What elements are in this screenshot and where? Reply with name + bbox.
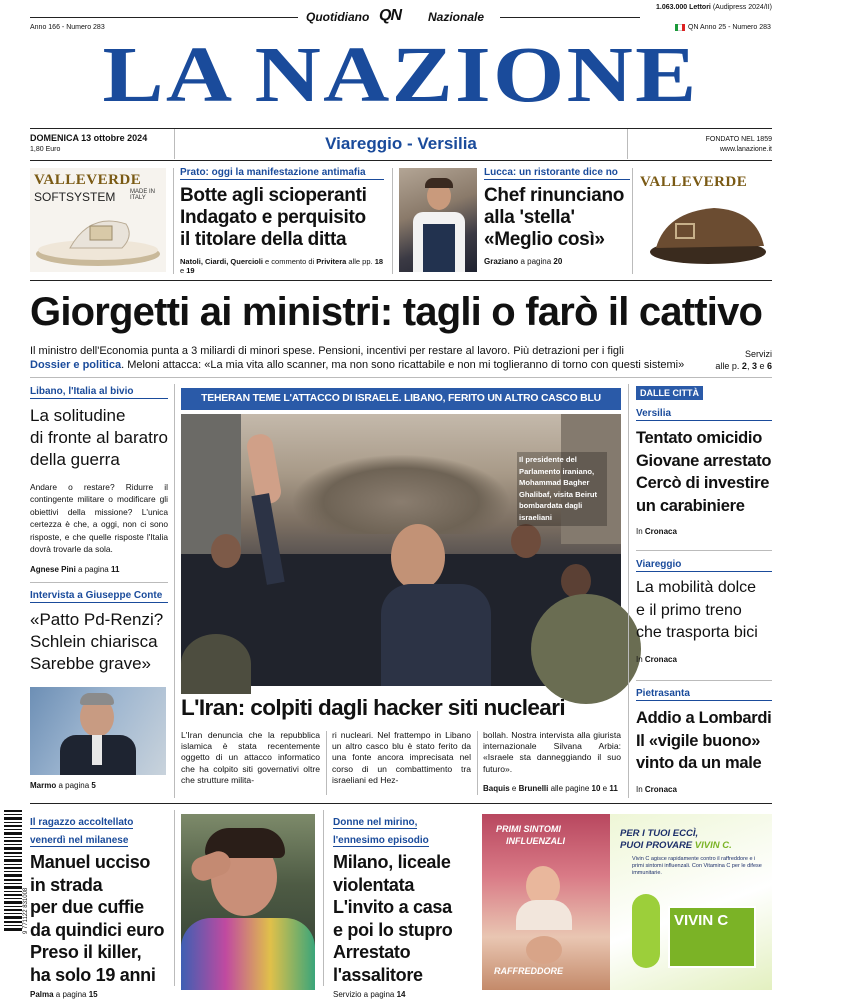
kicker-libano: Libano, l'Italia al bivio <box>30 386 168 399</box>
headline-libano-1: La solitudine <box>30 406 126 425</box>
headline-prato-1: Botte agli scioperanti <box>180 185 367 206</box>
photo-chef <box>399 168 477 272</box>
issue-right: QN Anno 25 - Numero 283 <box>688 24 771 31</box>
headline-versilia-2: Giovane arrestato <box>636 451 772 470</box>
headline-libano-2: di fronte al baratro <box>30 428 168 447</box>
kicker-prato: Prato: oggi la manifestazione antimafia <box>180 167 384 180</box>
headline-pietrasanta-3: vinto da un male <box>636 754 762 772</box>
masthead-rule-bottom <box>30 160 772 161</box>
ad-vivin-c[interactable] <box>482 814 772 990</box>
body-libano: Andare o restare? Ridurre il contingente militare o modificare gli obiettivi della missione? L'unica certezza è che, a oggi, non ci sono risposte, e che quelle risposte l'Italia dovrà trovarle da sola. <box>30 482 168 555</box>
byline-manuel: Palma a pagina 15 <box>30 990 98 999</box>
top-rule-right <box>500 17 640 18</box>
ad-vivin-pack-label: VIVIN C <box>674 912 729 929</box>
headline-versilia-4: un carabiniere <box>636 496 745 515</box>
sandal-icon <box>30 204 166 272</box>
headline-liceale-5: Arrestato <box>333 942 411 962</box>
headline-liceale-1: Milano, liceale <box>333 852 451 872</box>
qn-strip <box>300 8 500 28</box>
article-liceale[interactable] <box>333 812 475 999</box>
article-prato[interactable] <box>180 167 384 275</box>
headline-viareggio-3: che trasporta bici <box>636 624 758 641</box>
qn-right-word: Nazionale <box>428 10 485 24</box>
lead-summary-line2: Dossier e politica. Meloni attacca: «La mia vita allo scanner, ma non sono ricattabile e non mi toglieranno di torno con questi sistemi» <box>30 359 685 371</box>
headline-liceale-3: L'invito a casa <box>333 897 452 917</box>
website-link[interactable]: www.lanazione.it <box>719 146 772 153</box>
kicker-liceale-2: l'ennesimo episodio <box>333 835 429 846</box>
ad-vivin-slogan2: PUOI PROVARE VIVIN C. <box>620 840 732 851</box>
edition-box <box>174 129 628 159</box>
headline-viareggio-1: La mobilità dolce <box>636 579 757 596</box>
headline-lucca-3: «Meglio così» <box>484 229 605 250</box>
barcode <box>4 810 28 934</box>
headline-manuel-3: per due cuffie <box>30 897 144 917</box>
headline-libano-3: della guerra <box>30 450 120 469</box>
byline-versilia: In Cronaca <box>636 527 677 536</box>
publication-date: DOMENICA 13 ottobre 2024 <box>30 133 148 143</box>
lead-summary <box>30 344 720 372</box>
byline-iran: Baquis e Brunelli alle pagine 10 e 11 <box>483 784 618 793</box>
top-row-rule <box>30 280 772 281</box>
article-libano[interactable] <box>30 386 168 574</box>
headline-lucca-2: alla 'stella' <box>484 207 575 228</box>
headline-prato-3: il titolare della ditta <box>180 229 347 250</box>
headline-manuel-5: Preso il killer, <box>30 942 142 962</box>
headline-manuel-2: in strada <box>30 874 103 895</box>
lead-dossier-label: Dossier e politica <box>30 359 122 371</box>
lead-pages-list: alle p. 2, 3 e 6 <box>715 361 772 371</box>
headline-conte-3: Sarebbe grave» <box>30 654 151 673</box>
article-viareggio[interactable] <box>636 559 772 664</box>
section-dalle-citta: DALLE CITTÀ <box>636 386 703 400</box>
headline-iran[interactable]: L'Iran: colpiti dagli hacker siti nucleari <box>181 695 566 720</box>
ad-vivin-copy: Vivin C agisce rapidamente contro il raffreddore e i primi sintomi influenzali. Con Vitamina C per le difese immunitarie. <box>632 856 762 876</box>
headline-versilia-3: Cercò di investire <box>636 474 770 492</box>
photo-conte <box>30 687 166 775</box>
newspaper-title: LA NAZIONE <box>102 32 699 119</box>
kicker-pietrasanta: Pietrasanta <box>636 688 772 701</box>
center-banner: TEHERAN TEME L'ATTACCO DI ISRAELE. LIBANO, FERITO UN ALTRO CASCO BLU <box>181 388 621 410</box>
ad-right-brand: VALLEVERDE <box>640 174 748 190</box>
kicker-manuel-2: venerdì nel milanese <box>30 835 129 846</box>
article-manuel[interactable] <box>30 812 170 999</box>
byline-pietrasanta: In Cronaca <box>636 784 677 794</box>
body-iran-col2: ri nucleari. Nel frattempo in Libano un altro casco blu è stato ferito da una fonte ancora imprecisata nel corso di un combattimento tra israeliani ed Hez- <box>332 730 471 785</box>
readers-count <box>648 3 772 12</box>
ad-vivin-title1: PRIMI SINTOMI <box>496 824 561 834</box>
byline-conte: Marmo a pagina 5 <box>30 781 96 790</box>
photo-ghalibaf <box>181 414 621 686</box>
kicker-liceale-1: Donne nel mirino, <box>333 817 418 828</box>
headline-pietrasanta-2: Il «vigile buono» <box>636 731 761 750</box>
ad-left-brand: VALLEVERDE <box>34 172 142 188</box>
kicker-manuel-1: Il ragazzo accoltellato <box>30 817 134 828</box>
headline-versilia-1: Tentato omicidio <box>636 429 762 447</box>
article-conte[interactable] <box>30 590 168 675</box>
headline-manuel-1: Manuel ucciso <box>30 852 151 872</box>
ad-left-sub: SOFTSYSTEM <box>34 190 116 204</box>
qn-logo: QN <box>379 7 401 24</box>
qn-left-word: Quotidiano <box>306 10 370 24</box>
kicker-viareggio: Viareggio <box>636 559 772 572</box>
headline-liceale-6: l'assalitore <box>333 964 423 985</box>
photo-caption: Il presidente del Parlamento iraniano, Mohammad Bagher Ghalibaf, visita Beirut bombardata dagli israeliani <box>517 452 607 526</box>
issue-left: Anno 166 - Numero 283 <box>30 24 105 31</box>
byline-viareggio: In Cronaca <box>636 654 677 664</box>
headline-manuel-6: ha solo 19 anni <box>30 964 156 985</box>
left-col-rule-1 <box>30 582 168 583</box>
founded: FONDATO NEL 1859 <box>705 136 772 143</box>
headline-conte-1: «Patto Pd-Renzi? <box>30 610 164 629</box>
byline-libano: Agnese Pini a pagina 11 <box>30 565 120 575</box>
article-lucca[interactable] <box>484 167 630 266</box>
ad-vivin-slogan1: PER I TUOI ECCÌ, <box>620 828 699 839</box>
article-versilia[interactable] <box>636 408 772 536</box>
kicker-lucca: Lucca: un ristorante dice no <box>484 167 630 180</box>
readers-number: 1.063.000 Lettori <box>656 4 711 11</box>
ad-vivin-title2: INFLUENZALI <box>506 836 565 846</box>
article-pietrasanta[interactable] <box>636 688 772 794</box>
lead-headline[interactable]: Giorgetti ai ministri: tagli o farò il cattivo <box>30 290 763 334</box>
headline-manuel-4: da quindici euro <box>30 919 165 940</box>
price: 1,80 Euro <box>30 146 61 153</box>
headline-viareggio-2: e il primo treno <box>636 601 742 619</box>
lead-pages[interactable] <box>710 348 772 372</box>
italy-flag-icon <box>675 24 685 31</box>
edition-name: Viareggio - Versilia <box>325 134 477 153</box>
byline-liceale: Servizio a pagina 14 <box>333 990 406 999</box>
headline-pietrasanta-1: Addio a Lombardi <box>636 709 772 727</box>
top-rule-left <box>30 17 298 18</box>
ad-valleverde-left[interactable] <box>30 168 166 272</box>
ad-left-made: MADE IN ITALY <box>130 189 156 201</box>
body-iran-col3: bollah. Nostra intervista alla giurista internazionale Silvana Arbia: «Israele sta danneggiando il suo futuro». <box>483 730 621 774</box>
byline-lucca: Graziano a pagina 20 <box>484 257 563 266</box>
ad-vivin-pack <box>668 906 756 968</box>
kicker-versilia: Versilia <box>636 408 772 421</box>
body-iran-col1: L'Iran denuncia che la repubblica islamica è stata recentemente oggetto di un attacco informatico che ha colpito siti governativi oltre che strutture milita- <box>181 730 320 785</box>
headline-liceale-4: e poi lo stupro <box>333 919 453 940</box>
ad-valleverde-right[interactable] <box>636 168 772 272</box>
middle-section-rule <box>30 803 772 804</box>
lead-rule <box>30 377 772 378</box>
byline-prato: Natoli, Ciardi, Quercioli e commento di Privitera alle pp. 18 e 19 <box>180 257 384 275</box>
headline-conte-2: Schlein chiarisca <box>30 632 158 651</box>
clog-icon <box>636 194 772 272</box>
kicker-conte: Intervista a Giuseppe Conte <box>30 590 168 603</box>
barcode-digits: 9 771122 831008 <box>23 887 29 934</box>
photo-manuel <box>181 814 315 990</box>
headline-lucca-1: Chef rinunciano <box>484 185 625 206</box>
ad-vivin-cold: RAFFREDDORE <box>494 966 563 976</box>
lead-summary-line1: Il ministro dell'Economia punta a 3 miliardi di minori spese. Pensioni, incentivi per restare al lavoro. Più detrazioni per i figli <box>30 345 624 357</box>
headline-liceale-2: violentata <box>333 874 415 895</box>
lead-pages-label: Servizi <box>744 349 772 359</box>
headline-prato-2: Indagato e perquisito <box>180 207 366 228</box>
readers-note: (Audipress 2024/II) <box>712 4 772 11</box>
